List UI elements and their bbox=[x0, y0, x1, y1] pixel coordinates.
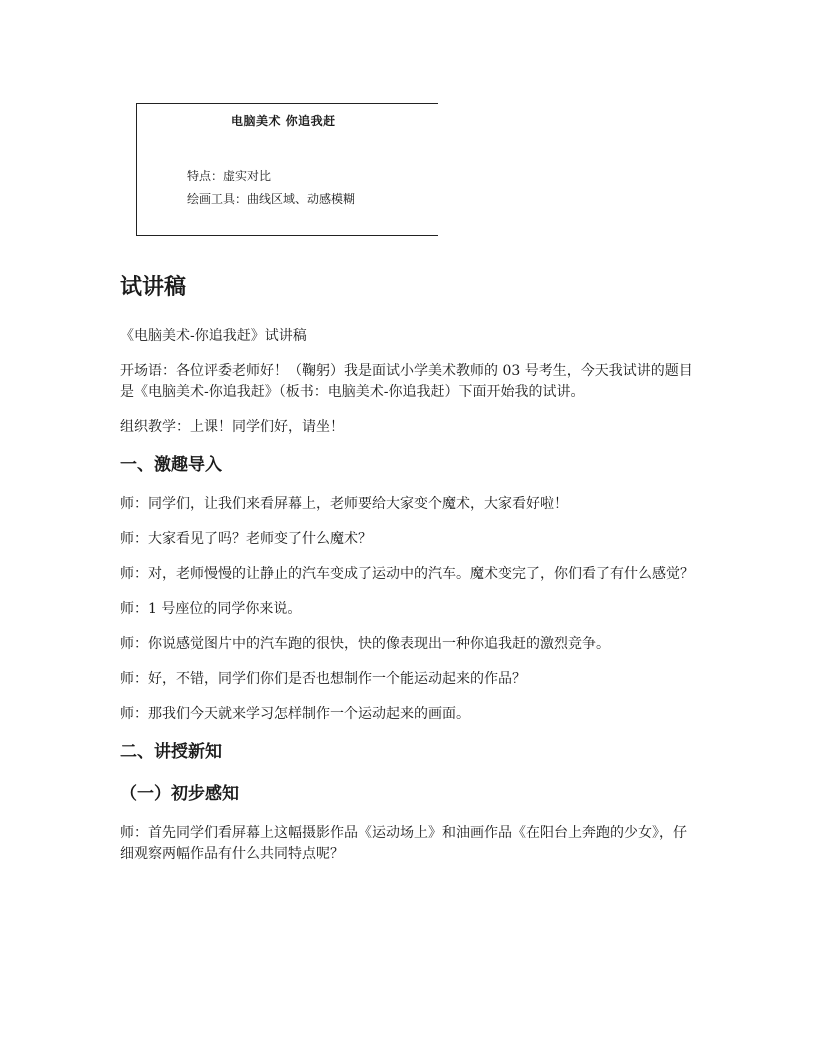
subsection-heading-perception: （一）初步感知 bbox=[120, 784, 239, 804]
board-feature-line: 特点：虚实对比 bbox=[187, 169, 272, 183]
dialogue-paragraph: 师：那我们今天就来学习怎样制作一个运动起来的画面。 bbox=[120, 706, 470, 722]
blackboard-design bbox=[136, 103, 438, 236]
dialogue-paragraph: 师：好，不错，同学们你们是否也想制作一个能运动起来的作品？ bbox=[120, 671, 526, 687]
dialogue-paragraph: 师：对，老师慢慢的让静止的汽车变成了运动中的汽车。魔术变完了，你们看了有什么感觉？ bbox=[120, 566, 694, 582]
dialogue-paragraph: 师：同学们，让我们来看屏幕上，老师要给大家变个魔术，大家看好啦！ bbox=[120, 496, 568, 512]
dialogue-paragraph: 师：你说感觉图片中的汽车跑的很快，快的像表现出一种你追我赶的激烈竞争。 bbox=[120, 636, 610, 652]
lesson-title-paragraph: 《电脑美术-你追我赶》试讲稿 bbox=[120, 328, 307, 344]
board-tools-line: 绘画工具：曲线区域、动感模糊 bbox=[187, 192, 356, 206]
section-heading-intro: 一、激趣导入 bbox=[120, 455, 222, 475]
page-title: 试讲稿 bbox=[120, 275, 187, 300]
dialogue-paragraph: 师：首先同学们看屏幕上这幅摄影作品《运动场上》和油画作品《在阳台上奔跑的少女》，仔细观察两幅作品有什么共同特点呢？ bbox=[120, 825, 687, 862]
document-body bbox=[120, 272, 700, 879]
opening-paragraph: 开场语：各位评委老师好！（鞠躬）我是面试小学美术教师的 03 号考生，今天我试讲的题目是《电脑美术-你追我赶》（板书：电脑美术-你追我赶）下面开始我的试讲。 bbox=[120, 363, 693, 400]
dialogue-paragraph: 师：大家看见了吗？老师变了什么魔术？ bbox=[120, 531, 372, 547]
dialogue-paragraph: 师：1 号座位的同学你来说。 bbox=[120, 601, 302, 617]
section-heading-new-knowledge: 二、讲授新知 bbox=[120, 742, 222, 762]
board-title: 电脑美术 你追我赶 bbox=[231, 114, 336, 128]
organize-paragraph: 组织教学：上课！同学们好，请坐！ bbox=[120, 419, 344, 435]
